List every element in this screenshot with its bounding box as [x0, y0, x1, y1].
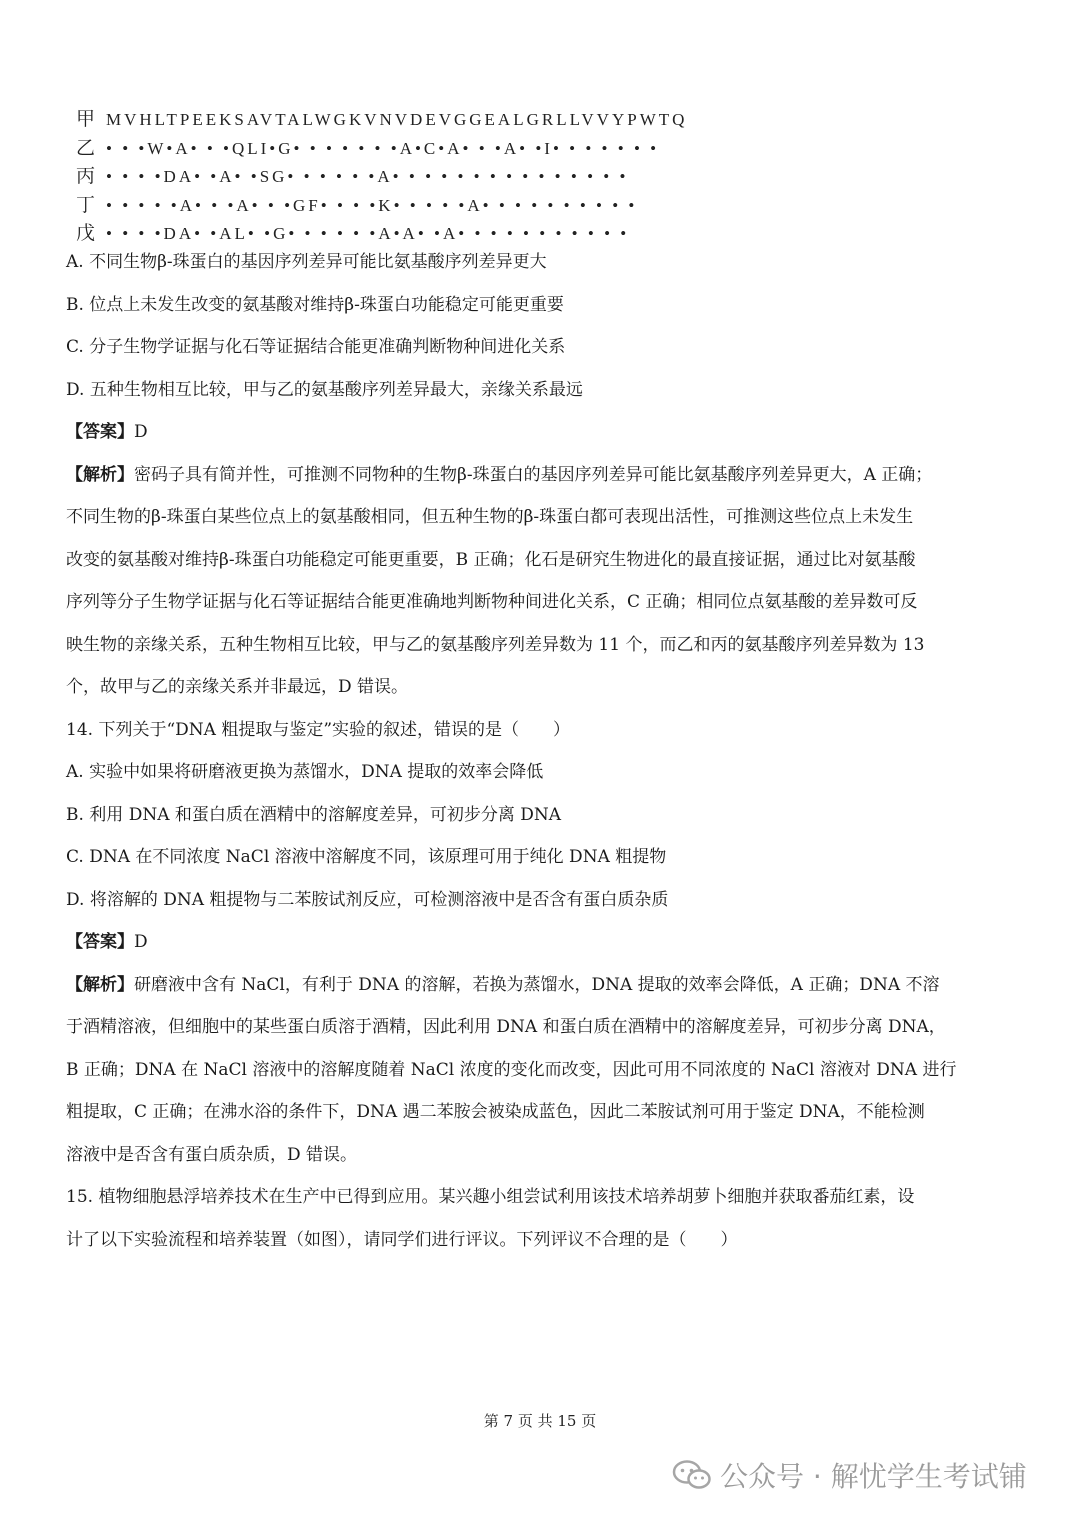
answer-tag: 【答案】 — [66, 422, 134, 442]
q13-option-c: C. 分子生物学证据与化石等证据结合能更准确判断物种间进化关系 — [66, 337, 566, 357]
wechat-icon — [672, 1459, 712, 1491]
q13-option-a: A. 不同生物β-珠蛋白的基因序列差异可能比氨基酸序列差异更大 — [66, 252, 547, 272]
sequence-row: 戊 • • • •DA• •AL• •G• • • • • •A•A• •A• • • • • • • • • • • — [76, 223, 630, 244]
sequence-row: 丙 • • • •DA• •A• •SG• • • • • •A• • • • • • • • • • • • • • • — [76, 166, 629, 187]
q14-option-a: A. 实验中如果将研磨液更换为蒸馏水，DNA 提取的效率会降低 — [66, 762, 544, 782]
answer-tag: 【答案】 — [66, 932, 134, 952]
watermark — [672, 1453, 1027, 1497]
q13-option-b: B. 位点上未发生改变的氨基酸对维持β-珠蛋白功能稳定可能更重要 — [66, 294, 564, 315]
analysis-tag: 【解析】 — [66, 974, 134, 995]
sequence-row: 乙 • • •W•A• • •QLI•G• • • • • • •A•C•A• • •A• •I• • • • • • • — [76, 137, 660, 159]
q14-analysis: 【解析】研磨液中含有 NaCl，有利于 DNA 的溶解，若换为蒸馏水，DNA 提取的效率会降低，A 正确；DNA 不溶 于酒精溶液，但细胞中的某些蛋白质溶于酒精，因此利用 DNA 和蛋白质在酒精中的溶解度差异，可初步分离 DNA， B 正确；DNA 在 NaCl 溶液中的溶解度随着 NaCl 浓度的变化而改变，因此可用不同浓度的 NaCl 溶液对 DNA 进行 粗提取，C 正确；在沸水浴的条件下，DNA 遇二苯胺会被染成蓝色，因此二苯胺试剂可用于鉴定 DNA，不能检测 溶液中是否含有蛋白质杂质，D 错误。 — [66, 974, 957, 1165]
analysis-tag: 【解析】 — [66, 464, 134, 485]
q14-option-c: C. DNA 在不同浓度 NaCl 溶液中溶解度不同，该原理可用于纯化 DNA 粗提物 — [66, 847, 667, 867]
q14-option-d: D. 将溶解的 DNA 粗提物与二苯胺试剂反应，可检测溶液中是否含有蛋白质杂质 — [66, 889, 669, 910]
q13-option-d: D. 五种生物相互比较，甲与乙的氨基酸序列差异最大，亲缘关系最远 — [66, 379, 583, 400]
sequence-row: 丁 • • • • •A• • •A• • •GF• • • •K• • • • •A• • • • • • • • • • — [76, 194, 638, 216]
sequence-row: 甲 MVHLTPEEKSAVTALWGKVNVDEVGGEALGRLLVVYPWTQ — [76, 109, 688, 130]
q14-option-b: B. 利用 DNA 和蛋白质在酒精中的溶解度差异，可初步分离 DNA — [66, 804, 562, 825]
answer-value: D — [134, 932, 148, 952]
q13-analysis: 【解析】密码子具有简并性，可推测不同物种的生物β-珠蛋白的基因序列差异可能比氨基酸序列差异更大，A 正确； 不同生物的β-珠蛋白某些位点上的氨基酸相同，但五种生物的β-珠蛋白都可表现出活性，可推测这些位点上未发生 改变的氨基酸对维持β-珠蛋白功能稳定可能更重要，B 正确；化石是研究生物进化的最直接证据，通过比对氨基酸 序列等分子生物学证据与化石等证据结合能更准确地判断物种间进化关系，C 正确；相同位点氨基酸的差异数可反 映生物的亲缘关系，五种生物相互比较，甲与乙的氨基酸序列差异数为 11 个，而乙和丙的氨基酸序列差异数为 13 个，故甲与乙的亲缘关系并非最远，D 错误。 — [66, 464, 933, 697]
q14-answer — [66, 921, 1016, 964]
page-number: 第 7 页 共 15 页 — [483, 1412, 597, 1430]
watermark-text: 公众号 · 解忧学生考试铺 — [720, 1460, 1027, 1493]
q14-stem: 14. 下列关于“DNA 粗提取与鉴定”实验的叙述，错误的是（ ） — [66, 719, 571, 740]
q13-block — [66, 241, 1016, 1261]
q13-answer — [66, 411, 1016, 454]
answer-value: D — [134, 422, 148, 442]
q15-stem: 15. 植物细胞悬浮培养技术在生产中已得到应用。某兴趣小组尝试利用该技术培养胡萝卜细胞并获取番茄红素，设 计了以下实验流程和培养装置（如图），请同学们进行评议。下列评议不合理的是（ ） — [66, 1187, 915, 1250]
sequence-table — [76, 106, 687, 249]
